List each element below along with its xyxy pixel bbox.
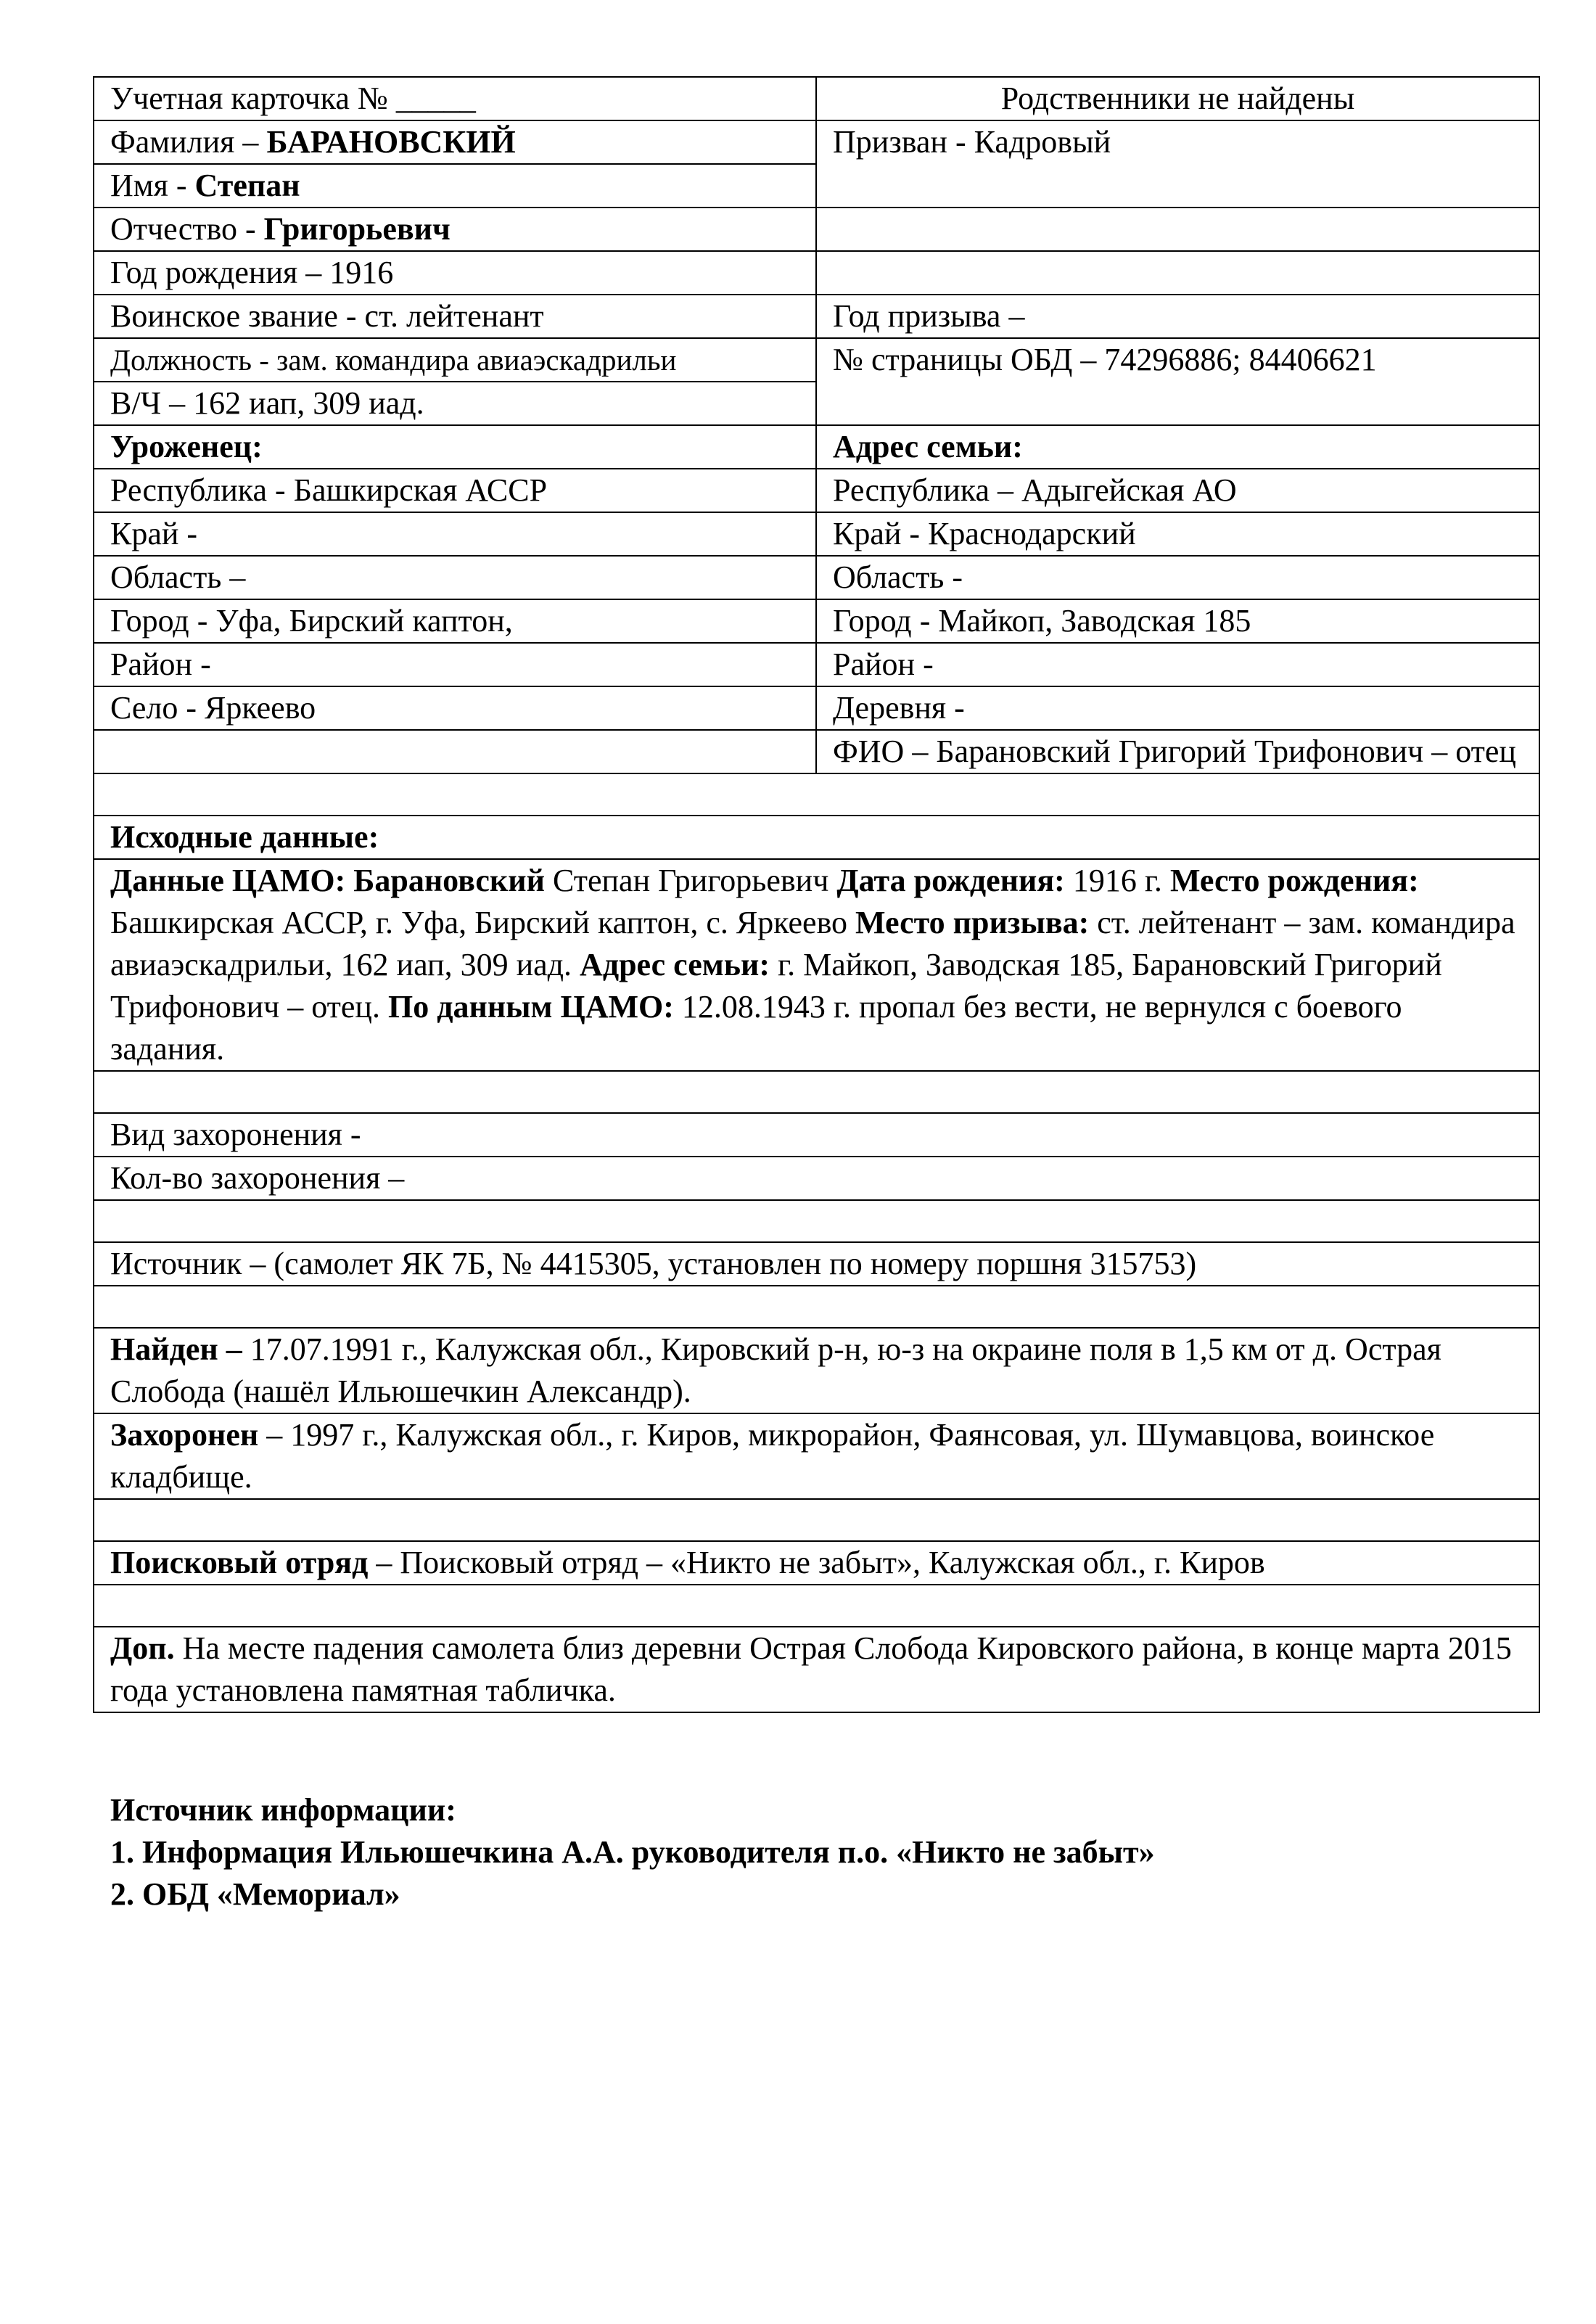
spacer-row: [94, 1585, 1539, 1627]
empty-cell: [94, 730, 816, 773]
additional-label: Доп.: [110, 1630, 175, 1666]
source-row: [94, 1242, 1539, 1286]
birth-year: Год рождения – 1916: [94, 251, 816, 295]
source-data-row: [94, 859, 1539, 1071]
found-row: [94, 1328, 1539, 1413]
info-source-item-2: 2. ОБД «Мемориал»: [110, 1876, 400, 1912]
address-heading-row: [94, 425, 1539, 469]
krai-row: [94, 512, 1539, 556]
origin-district: Район -: [94, 643, 816, 686]
burial-count-row: [94, 1157, 1539, 1200]
city-row: [94, 599, 1539, 643]
spacer-row: [94, 773, 1539, 816]
search-team-label: Поисковый отряд: [110, 1545, 369, 1580]
buried-row: [94, 1413, 1539, 1499]
origin-oblast: Область –: [94, 556, 816, 599]
source-data-heading-row: [94, 816, 1539, 859]
relatives-status: Родственники не найдены: [816, 77, 1539, 120]
info-sources-heading: Источник информации:: [110, 1792, 456, 1828]
family-address-heading: [816, 425, 1539, 469]
spacer-row: [94, 1071, 1539, 1113]
draft-place: ст. лейтенант – зам. командира авиаэскадрильи, 162 иап, 309 иад.: [110, 905, 1515, 982]
village-row: [94, 686, 1539, 730]
draft-year: Год призыва –: [816, 295, 1539, 338]
obd-pages: № страницы ОБД – 74296886; 84406621: [816, 338, 1539, 425]
buried-text: – 1997 г., Калужская обл., г. Киров, микрорайон, Фаянсовая, ул. Шумавцова, воинское кладбище.: [110, 1417, 1435, 1495]
surname-row: [94, 120, 1539, 164]
source-data-heading-text: Исходные данные:: [110, 819, 379, 855]
surname-label: Фамилия –: [110, 124, 267, 160]
republic-row: [94, 469, 1539, 512]
position: Должность - зам. командира авиаэскадрильи: [94, 338, 816, 382]
registration-card-table: [93, 76, 1540, 1713]
surname-value: БАРАНОВСКИЙ: [266, 124, 516, 160]
name-label: Имя -: [110, 168, 195, 203]
empty-cell: [94, 1286, 1539, 1328]
name-value: Степан: [194, 168, 300, 203]
birth-date-label: Дата рождения:: [836, 863, 1065, 898]
patronymic-label: Отчество -: [110, 211, 264, 247]
info-source-item-1: 1. Информация Ильюшечкина А.А. руководителя п.о. «Никто не забыт»: [110, 1834, 1155, 1870]
family-republic: Республика – Адыгейская АО: [816, 469, 1539, 512]
patronymic-value: Григорьевич: [263, 211, 451, 247]
draft-place-label: Место призыва:: [855, 905, 1090, 940]
district-row: [94, 643, 1539, 686]
called-up-cell: Призван - Кадровый: [816, 120, 1539, 208]
origin-heading: [94, 425, 816, 469]
surname-cell: [94, 120, 816, 164]
fio-row: [94, 730, 1539, 773]
buried-cell: [94, 1413, 1539, 1499]
found-label: Найден –: [110, 1331, 242, 1367]
family-village: Деревня -: [816, 686, 1539, 730]
additional-row: [94, 1627, 1539, 1712]
additional-text: На месте падения самолета близ деревни Острая Слобода Кировского района, в конце марта 2015 года установлена памятная табличка.: [110, 1630, 1512, 1708]
source-data-text: [94, 859, 1539, 1071]
family-address-label: Адрес семьи:: [580, 947, 770, 982]
patronymic-row: [94, 208, 1539, 251]
rank: Воинское звание - ст. лейтенант: [94, 295, 816, 338]
found-text: 17.07.1991 г., Калужская обл., Кировский р-н, ю-з на окраине поля в 1,5 км от д. Острая Слобода (нашёл Ильюшечкин Александр).: [110, 1331, 1441, 1409]
empty-cell: [94, 773, 1539, 816]
found-cell: [94, 1328, 1539, 1413]
card-number-cell: [94, 77, 816, 120]
family-fio: ФИО – Барановский Григорий Трифонович – отец: [816, 730, 1539, 773]
spacer-row: [94, 1286, 1539, 1328]
family-address-text: г. Майкоп, Заводская 185, Барановский Григорий Трифонович – отец.: [110, 947, 1442, 1025]
birth-year-row: [94, 251, 1539, 295]
rank-row: [94, 295, 1539, 338]
source-data-heading: [94, 816, 1539, 859]
family-district: Район -: [816, 643, 1539, 686]
card-number-blank: _____: [395, 81, 476, 116]
origin-village: Село - Яркеево: [94, 686, 816, 730]
origin-city: Город - Уфа, Бирский каптон,: [94, 599, 816, 643]
burial-type-row: [94, 1113, 1539, 1157]
tsamo-fate-label: По данным ЦАМО:: [387, 989, 674, 1025]
empty-cell: [816, 208, 1539, 251]
patronymic-cell: [94, 208, 816, 251]
card-number-label: Учетная карточка №: [110, 81, 388, 116]
additional-cell: [94, 1627, 1539, 1712]
search-team-row: [94, 1541, 1539, 1585]
military-unit: В/Ч – 162 иап, 309 иад.: [94, 382, 816, 425]
search-team-cell: [94, 1541, 1539, 1585]
card-header-row: [94, 77, 1539, 120]
birth-place: Башкирская АССР, г. Уфа, Бирский каптон, с. Яркеево: [110, 905, 856, 940]
buried-label: Захоронен: [110, 1417, 259, 1453]
origin-krai: Край -: [94, 512, 816, 556]
empty-cell: [94, 1585, 1539, 1627]
origin-republic: Республика - Башкирская АССР: [94, 469, 816, 512]
origin-heading-text: Уроженец:: [110, 429, 263, 464]
empty-cell: [94, 1200, 1539, 1242]
burial-count: Кол-во захоронения –: [94, 1157, 1539, 1200]
birth-date: 1916 г.: [1064, 863, 1170, 898]
oblast-row: [94, 556, 1539, 599]
empty-cell: [94, 1071, 1539, 1113]
tsamo-name: Степан Григорьевич: [544, 863, 837, 898]
spacer-row: [94, 1200, 1539, 1242]
empty-cell: [94, 1499, 1539, 1541]
info-sources: [110, 1789, 1155, 1916]
birth-place-label: Место рождения:: [1169, 863, 1419, 898]
empty-cell: [816, 251, 1539, 295]
tsamo-fate: 12.08.1943 г. пропал без вести, не вернулся с боевого задания.: [110, 989, 1402, 1067]
name-cell: [94, 164, 816, 208]
family-oblast: Область -: [816, 556, 1539, 599]
family-krai: Край - Краснодарский: [816, 512, 1539, 556]
source-text: Источник – (самолет ЯК 7Б, № 4415305, установлен по номеру поршня 315753): [94, 1242, 1539, 1286]
tsamo-label: Данные ЦАМО: Барановский: [110, 863, 545, 898]
family-city: Город - Майкоп, Заводская 185: [816, 599, 1539, 643]
burial-type: Вид захоронения -: [94, 1113, 1539, 1157]
spacer-row: [94, 1499, 1539, 1541]
family-address-heading-text: Адрес семьи:: [833, 429, 1023, 464]
search-team-text: – Поисковый отряд – «Никто не забыт», Калужская обл., г. Киров: [368, 1545, 1265, 1580]
position-row: [94, 338, 1539, 382]
